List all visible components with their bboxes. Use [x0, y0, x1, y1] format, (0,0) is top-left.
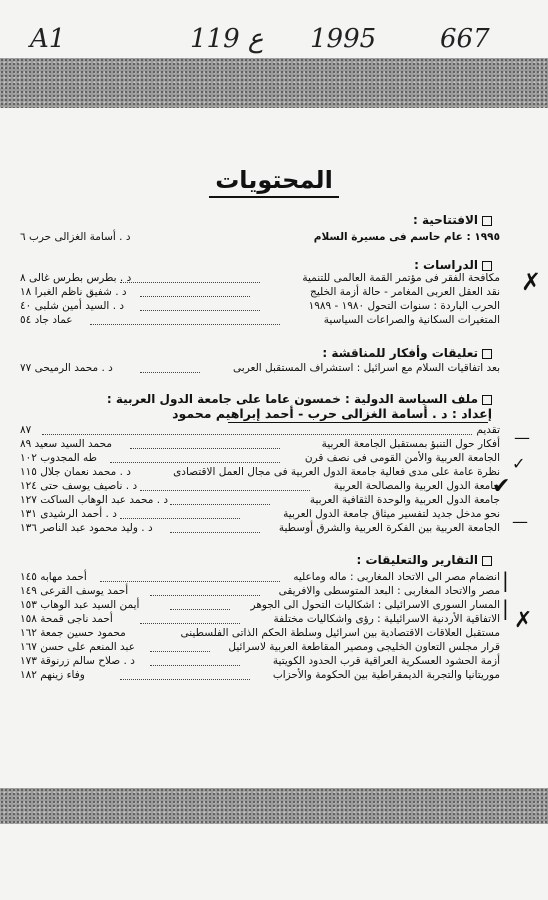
toc-entry: المتغيرات السكانية والصراعات السياسية عماد جاد ٥٤	[20, 314, 500, 326]
toc-entry: موريتانيا والتجربة الديمقراطية بين الحكومة والأحزاب وفاء زينهم ١٨٢	[20, 669, 500, 681]
cross-mark-icon: ✗	[514, 608, 533, 633]
handwritten-note: 119 ع	[190, 24, 264, 54]
checkbox-icon	[482, 395, 492, 405]
checkbox-icon	[482, 216, 492, 226]
toc-entry: جامعة الدول العربية والمصالحة العربية د . ناصيف يوسف حتى ١٢٤	[20, 480, 500, 492]
toc-entry: قرار مجلس التعاون الخليجى ومصير المقاطعة العربية لاسرائيل عبد المنعم على حسن ١٦٧	[20, 641, 500, 653]
toc-entry: نقد العقل العربى المغامر - حالة أزمة الخليج د . شفيق ناظم الغبرا ١٨	[20, 286, 500, 298]
section-heading-comments: تعليقات وأفكار للمناقشة :	[322, 346, 492, 360]
toc-entry: أفكار حول التنبؤ بمستقبل الجامعة العربية محمد السيد سعيد ٨٩	[20, 438, 500, 450]
toc-entry: نحو مدخل جديد لتفسير ميثاق جامعة الدول العربية د . أحمد الرشيدى ١٣١	[20, 508, 500, 520]
toc-entry: المسار السورى الاسرائيلى : اشكاليات التحول الى الجوهر أيمن السيد عبد الوهاب ١٥٣	[20, 599, 500, 611]
section-heading-arab-league: ملف السياسة الدولية : خمسون عاما على جامعة الدول العربية :	[107, 392, 492, 406]
toc-entry: مصر والاتحاد المغاربى : البعد المتوسطى والافريقى أحمد يوسف القرعى ١٤٩	[20, 585, 500, 597]
footer-halftone-band	[0, 788, 548, 824]
preparers-line: إعداد : د . أسامة الغزالى حرب - أحمد إبراهيم محمود	[172, 406, 492, 421]
toc-entry: ١٩٩٥ : عام حاسم فى مسيرة السلام د . أسامة الغزالى حرب ٦	[20, 231, 500, 243]
handwritten-note: 1995	[310, 24, 377, 54]
toc-entry: انضمام مصر الى الاتحاد المغاربى : ماله وماعليه أحمد مهابه ١٤٥	[20, 571, 500, 583]
bar-mark-icon: |	[502, 596, 509, 620]
checkbox-icon	[482, 261, 492, 271]
header-halftone-band	[0, 58, 548, 108]
toc-entry: الحرب الباردة : سنوات التحول ١٩٨٠ - ١٩٨٩ د . السيد أمين شلبى ٤٠	[20, 300, 500, 312]
section-heading-opening: الافتتاحية :	[413, 213, 492, 227]
toc-entry: مكافحة الفقر فى مؤتمر القمة العالمى للتنمية د . بطرس بطرس غالى ٨	[20, 272, 500, 284]
tick-mark-icon: ✓	[512, 454, 526, 473]
dash-mark-icon: —	[512, 512, 528, 531]
page-title: المحتويات	[0, 166, 548, 194]
toc-entry: الجامعة العربية بين الفكرة العربية والشرق أوسطية د . وليد محمود عبد الناصر ١٣٦	[20, 522, 500, 534]
checkbox-icon	[482, 556, 492, 566]
toc-entry: أزمة الحشود العسكرية العراقية قرب الحدود الكويتية د . صلاح سالم زرنوقة ١٧٣	[20, 655, 500, 667]
toc-entry: الجامعة العربية والأمن القومى فى نصف قرن طه المجدوب ١٠٢	[20, 452, 500, 464]
toc-entry: مستقبل العلاقات الاقتصادية بين اسرائيل وسلطة الحكم الذاتى الفلسطينى محمود حسين جمعة ١٦٢	[20, 627, 500, 639]
toc-entry: نظرة عامة على مدى فعالية جامعة الدول العربية فى مجال العمل الاقتصادى د . محمد نعمان جلال ١١٥	[20, 466, 500, 478]
section-heading-reports: التقارير والتعليقات :	[357, 553, 492, 567]
dash-mark-icon: —	[514, 428, 530, 447]
section-heading-studies: الدراسات :	[414, 258, 492, 272]
handwritten-note: A1	[30, 24, 66, 54]
check-mark-icon: ✔	[492, 474, 511, 499]
toc-entry: بعد اتفاقيات السلام مع اسرائيل : استشراف المستقبل العربى د . محمد الرميحى ٧٧	[20, 362, 500, 374]
checkbox-icon	[482, 349, 492, 359]
underline	[228, 422, 488, 423]
handwritten-note: 667	[440, 24, 490, 54]
cross-mark-icon: ✗	[521, 268, 542, 296]
toc-entry: تقديم ٨٧	[20, 424, 500, 436]
toc-entry: الاتفاقية الأردنية الاسرائيلية : رؤى واشكاليات مختلفة أحمد ناجى قمحة ١٥٨	[20, 613, 500, 625]
toc-entry: جامعة الدول العربية والوحدة الثقافية العربية د . محمد عبد الوهاب الساكت ١٢٧	[20, 494, 500, 506]
bar-mark-icon: |	[502, 568, 509, 592]
